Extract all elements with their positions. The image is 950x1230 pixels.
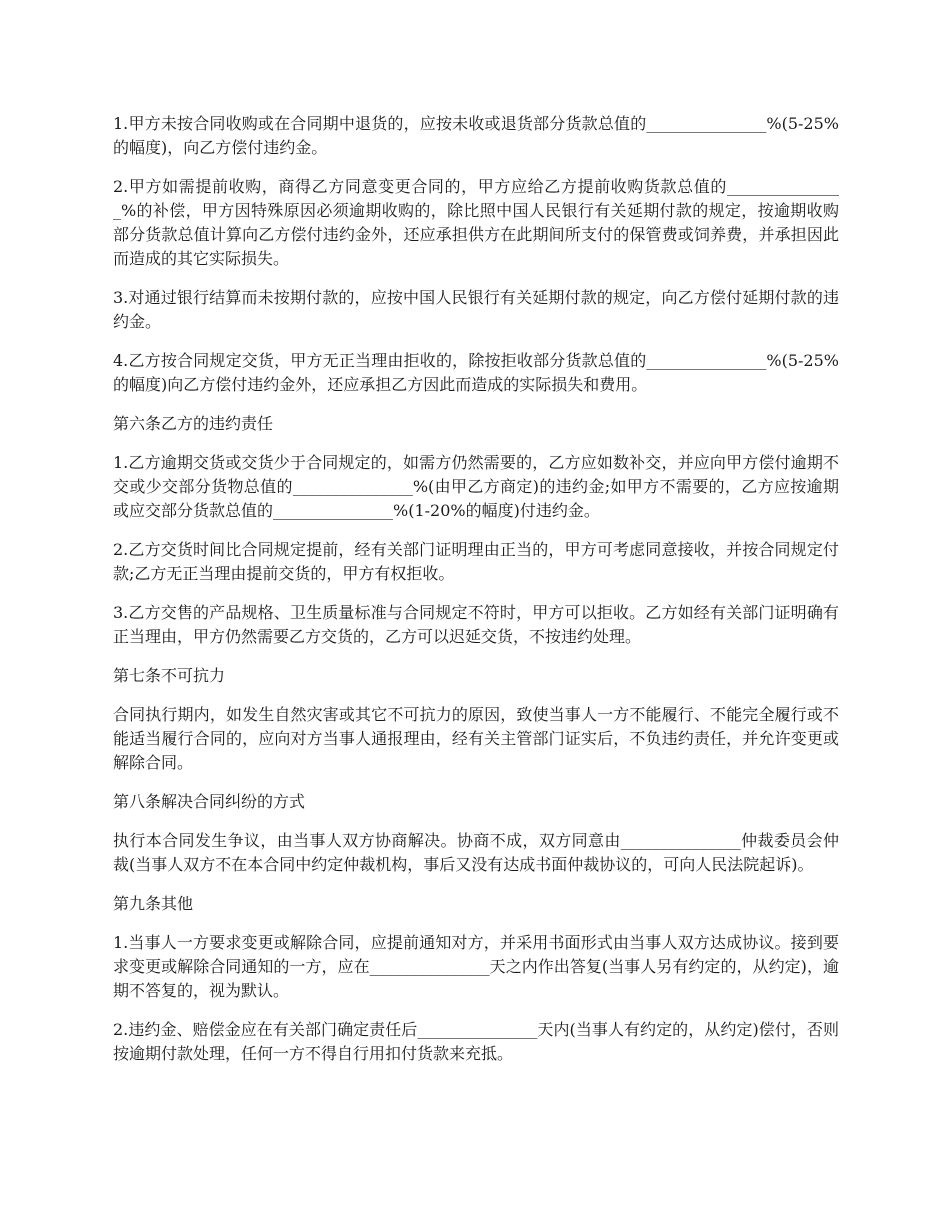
clause-5-item-1: 1.甲方未按合同收购或在合同期中退货的，应按未收或退货部分货款总值的_______________%(5-25%的幅度)，向乙方偿付违约金。 — [113, 114, 839, 157]
clause-5-item-3: 3.对通过银行结算而未按期付款的，应按中国人民银行有关延期付款的规定，向乙方偿付延期付款的违约金。 — [113, 288, 839, 331]
article-6-heading: 第六条乙方的违约责任 — [113, 414, 274, 433]
clause-9-item-1: 1.当事人一方要求变更或解除合同，应提前通知对方，并采用书面形式由当事人双方达成协议。接到要求变更或解除合同通知的一方，应在_______________天之内作出答复(当事人另有约定的，从约定)，逾期不答复的，视为默认。 — [113, 933, 839, 1000]
clause-8-body: 执行本合同发生争议，由当事人双方协商解决。协商不成，双方同意由_______________仲裁委员会仲裁(当事人双方不在本合同中约定仲裁机构，事后又没有达成书面仲裁协议的，可向人民法院起诉)。 — [113, 831, 839, 874]
clause-9-item-2: 2.违约金、赔偿金应在有关部门确定责任后_______________天内(当事人有约定的，从约定)偿付，否则按逾期付款处理，任何一方不得自行用扣付货款来充抵。 — [113, 1020, 839, 1063]
clause-6-item-1: 1.乙方逾期交货或交货少于合同规定的，如需方仍然需要的，乙方应如数补交，并应向甲方偿付逾期不交或少交部分货物总值的_______________%(由甲乙方商定)的违约金;如甲方不需要的，乙方应按逾期或应交部分货款总值的_______________%(1-20%的幅度)付违约金。 — [113, 453, 839, 520]
clause-6-item-2: 2.乙方交货时间比合同规定提前，经有关部门证明理由正当的，甲方可考虑同意接收，并按合同规定付款;乙方无正当理由提前交货的，甲方有权拒收。 — [113, 540, 839, 583]
article-9-heading: 第九条其他 — [113, 894, 194, 913]
clause-5-item-4: 4.乙方按合同规定交货，甲方无正当理由拒收的，除按拒收部分货款总值的_______________%(5-25%的幅度)向乙方偿付违约金外，还应承担乙方因此而造成的实际损失和费用。 — [113, 351, 839, 394]
document-page — [113, 112, 839, 1081]
clause-5-item-2: 2.甲方如需提前收购，商得乙方同意变更合同的，甲方应给乙方提前收购货款总值的_______________%的补偿，甲方因特殊原因必须逾期收购的，除比照中国人民银行有关延期付款的规定，按逾期收购部分货款总值计算向乙方偿付违约金外，还应承担供方在此期间所支付的保管费或饲养费，并承担因此而造成的其它实际损失。 — [113, 177, 839, 268]
article-8-heading: 第八条解决合同纠纷的方式 — [113, 792, 306, 811]
clause-7-body: 合同执行期内，如发生自然灾害或其它不可抗力的原因，致使当事人一方不能履行、不能完全履行或不能适当履行合同的，应向对方当事人通报理由，经有关主管部门证实后，不负违约责任，并允许变更或解除合同。 — [113, 705, 839, 772]
article-7-heading: 第七条不可抗力 — [113, 666, 226, 685]
clause-6-item-3: 3.乙方交售的产品规格、卫生质量标准与合同规定不符时，甲方可以拒收。乙方如经有关部门证明确有正当理由，甲方仍然需要乙方交货的，乙方可以迟延交货，不按违约处理。 — [113, 603, 839, 646]
